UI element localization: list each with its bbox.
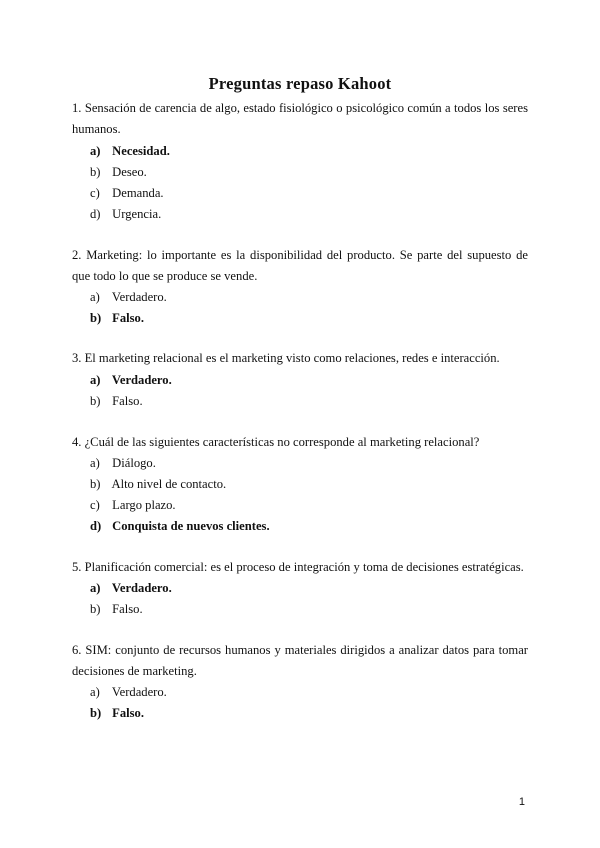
page-number: 1 bbox=[518, 796, 525, 808]
question-4: 4. ¿Cuál de las siguientes características no corresponde al marketing relacional? bbox=[72, 435, 480, 449]
option-4b: b) Alto nivel de contacto. bbox=[90, 477, 227, 491]
question-3-options bbox=[90, 370, 510, 412]
question-6-options bbox=[90, 682, 510, 724]
option-1b: b) Deseo. bbox=[90, 165, 147, 179]
question-1-options bbox=[90, 141, 510, 225]
option-1c: c) Demanda. bbox=[90, 186, 164, 200]
question-2-options bbox=[90, 287, 510, 329]
option-4d: d) Conquista de nuevos clientes. bbox=[90, 519, 270, 533]
question-2: 2. Marketing: lo importante es la disponibilidad del producto. Se parte del supuesto de que todo lo que se produce se vende. bbox=[72, 248, 528, 283]
option-3a: a) Verdadero. bbox=[90, 373, 172, 387]
option-6b: b) Falso. bbox=[90, 706, 144, 720]
option-6a: a) Verdadero. bbox=[90, 685, 167, 699]
option-1d: d) Urgencia. bbox=[90, 207, 162, 221]
question-6: 6. SIM: conjunto de recursos humanos y materiales dirigidos a analizar datos para tomar decisiones de marketing. bbox=[72, 643, 528, 678]
question-3: 3. El marketing relacional es el marketing visto como relaciones, redes e interacción. bbox=[72, 351, 500, 365]
option-2a: a) Verdadero. bbox=[90, 290, 167, 304]
option-4c: c) Largo plazo. bbox=[90, 498, 176, 512]
option-5a: a) Verdadero. bbox=[90, 581, 172, 595]
question-1: 1. Sensación de carencia de algo, estado fisiológico o psicológico común a todos los seres humanos. bbox=[72, 101, 528, 136]
question-5: 5. Planificación comercial: es el proceso de integración y toma de decisiones estratégicas. bbox=[72, 560, 524, 574]
question-5-options bbox=[90, 578, 510, 620]
document-title: Preguntas repaso Kahoot bbox=[208, 74, 392, 93]
question-4-options bbox=[90, 453, 510, 537]
option-2b: b) Falso. bbox=[90, 311, 144, 325]
option-1a: a) Necesidad. bbox=[90, 144, 170, 158]
option-3b: b) Falso. bbox=[90, 394, 143, 408]
option-4a: a) Diálogo. bbox=[90, 456, 156, 470]
option-5b: b) Falso. bbox=[90, 602, 143, 616]
